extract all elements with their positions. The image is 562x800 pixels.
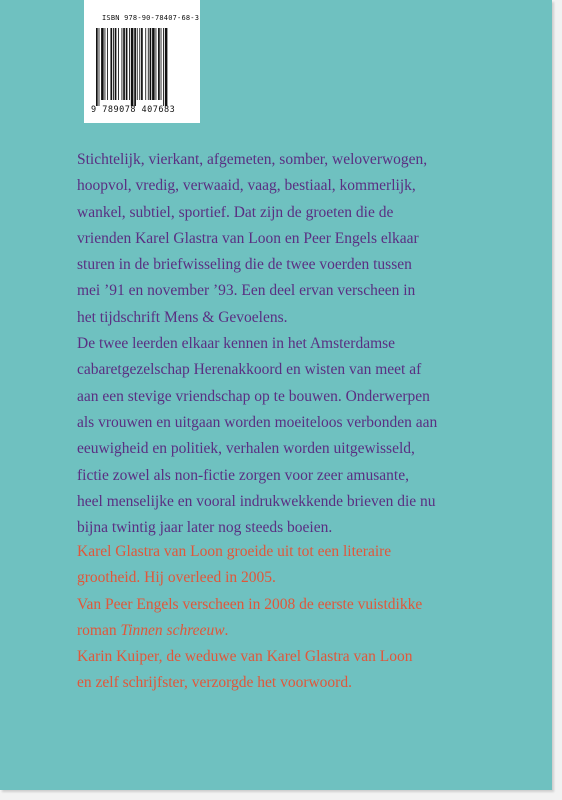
blurb-line: De twee leerden elkaar kennen in het Amsterdamse xyxy=(77,335,396,353)
blurb-line: wankel, subtiel, sportief. Dat zijn de groeten die de xyxy=(77,203,394,221)
barcode-icon xyxy=(96,28,188,106)
bio-line: Van Peer Engels verscheen in 2008 de eerste vuistdikke xyxy=(77,595,423,613)
bio-line: en zelf schrijfster, verzorgde het voorwoord. xyxy=(77,674,352,692)
bio-line: grootheid. Hij overleed in 2005. xyxy=(77,569,276,587)
barcode-label xyxy=(84,0,200,123)
blurb-line: heel menselijke en vooral indrukwekkende brieven die nu xyxy=(77,492,436,510)
isbn-text: ISBN 978-90-78407-68-3 xyxy=(102,14,200,22)
blurb-line: het tijdschrift Mens & Gevoelens. xyxy=(77,308,288,326)
blurb-line: eeuwigheid en politiek, verhalen worden uitgewisseld, xyxy=(77,440,415,458)
bio-line-suffix: . xyxy=(224,621,229,639)
bio-line xyxy=(77,618,507,644)
blurb-line: hoopvol, vredig, verwaaid, vaag, bestiaal, kommerlijk, xyxy=(77,177,416,195)
blurb-line: vrienden Karel Glastra van Loon en Peer Engels elkaar xyxy=(77,229,419,247)
author-bio xyxy=(77,539,507,697)
bio-line-prefix: roman xyxy=(77,621,121,639)
blurb-line: Stichtelijk, vierkant, afgemeten, somber, weloverwogen, xyxy=(77,151,428,168)
blurb-line: fictie zowel als non-fictie zorgen voor zeer amusante, xyxy=(77,466,409,484)
book-title: Tinnen schreeuw xyxy=(120,621,225,639)
blurb-line: cabaretgezelschap Herenakkoord en wisten van meet af xyxy=(77,361,422,379)
barcode-digits: 9 789078 407683 xyxy=(91,105,176,115)
bio-line: Karel Glastra van Loon groeide uit tot een literaire xyxy=(77,543,392,560)
blurb-text xyxy=(77,147,507,541)
blurb-line: bijna twintig jaar later nog steeds boeien. xyxy=(77,519,333,537)
blurb-line: als vrouwen en uitgaan worden moeiteloos verbonden aan xyxy=(77,413,438,431)
blurb-line: aan een stevige vriendschap op te bouwen. Onderwerpen xyxy=(77,387,430,405)
blurb-line: mei ’91 en november ’93. Een deel ervan verscheen in xyxy=(77,282,416,300)
bio-line: Karin Kuiper, de weduwe van Karel Glastra van Loon xyxy=(77,648,413,666)
blurb-line: sturen in de briefwisseling die de twee voerden tussen xyxy=(77,256,412,274)
